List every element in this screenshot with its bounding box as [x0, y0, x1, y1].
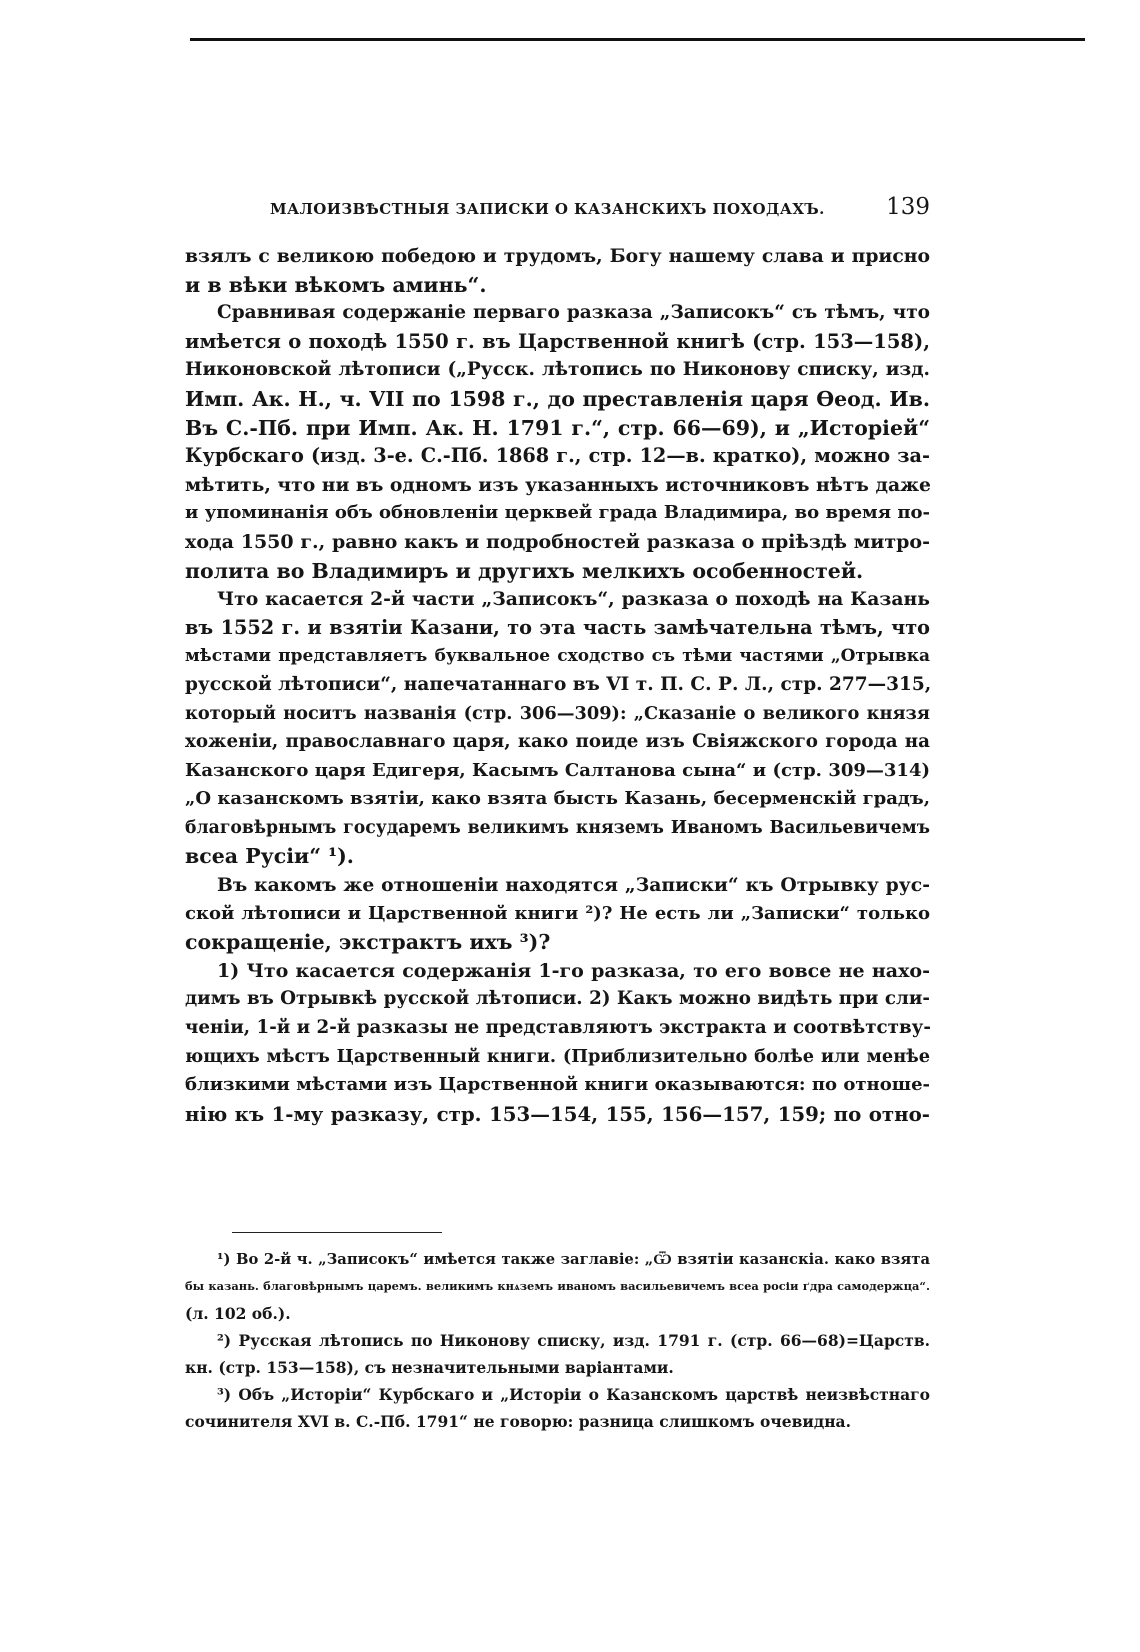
text-line: 1) Что касается содержанія 1-го разказа, то его вовсе не нахо-: [217, 959, 930, 982]
footnote-separator: [232, 1232, 442, 1233]
text-line: ющихъ мѣстъ Царственный книги. (Приблизительно болѣе или менѣе: [185, 1045, 930, 1067]
text-line: взялъ с великою победою и трудомъ, Богу нашему слава и присно: [185, 245, 930, 267]
text-line: Курбскаго (изд. 3-е. С.-Пб. 1868 г., стр. 12—в. кратко), можно за-: [185, 444, 930, 468]
footnote-line: бы казань. благовѣрнымъ царемъ. великимъ кнѧземъ иваномъ васильевичемъ всеа росіи ґдра самодержца“.: [185, 1279, 930, 1293]
main-text: [185, 242, 930, 1128]
text-line: Никоновской лѣтописи („Русск. лѣтопись по Никонову списку, изд.: [185, 359, 930, 381]
text-line: нію къ 1-му разказу, стр. 153—154, 155, 156—157, 159; по отно-: [185, 1101, 930, 1126]
page-header: [270, 196, 930, 226]
text-line: и упоминанія объ обновленіи церквей града Владимира, во время по-: [185, 502, 930, 524]
text-line: мѣтить, что ни въ одномъ изъ указанныхъ источниковъ нѣтъ даже: [185, 473, 931, 496]
footnote-line: кн. (стр. 153—158), съ незначительными варіантами.: [185, 1358, 674, 1377]
footnote-line: ²) Русская лѣтопись по Никонову списку, изд. 1791 г. (стр. 66—68)=Царств.: [217, 1331, 930, 1350]
footnote-line: (л. 102 об.).: [185, 1304, 291, 1323]
text-line: Въ С.-Пб. при Имп. Ак. Н. 1791 г.“, стр. 66—69), и „Исторіей“: [185, 415, 930, 440]
text-line: „О казанскомъ взятіи, како взята бысть Казань, бесерменскій градъ,: [185, 788, 930, 810]
text-line: и в вѣки вѣкомъ аминь“.: [185, 272, 487, 297]
page-number: 139: [886, 194, 930, 220]
text-line: который носитъ названія (стр. 306—309): „Сказаніе о великого князя: [185, 702, 930, 724]
text-line: ченіи, 1-й и 2-й разказы не представляютъ экстракта и соотвѣтству-: [185, 1017, 931, 1039]
top-rule: [190, 38, 1085, 41]
footnotes: [185, 1246, 930, 1435]
text-line: хода 1550 г., равно какъ и подробностей разказа о пріѣздѣ митро-: [185, 530, 930, 553]
text-line: всеа Русіи“ ¹).: [185, 844, 354, 869]
text-line: въ 1552 г. и взятіи Казани, то эта часть замѣчательна тѣмъ, что: [185, 615, 930, 639]
text-line: близкими мѣстами изъ Царственной книги оказываются: по отноше-: [185, 1074, 930, 1096]
text-line: Что касается 2-й части „Записокъ“, разказа о походѣ на Казань: [217, 588, 930, 611]
footnote-line: ³) Объ „Исторіи“ Курбскаго и „Исторіи о Казанскомъ царствѣ неизвѣстнаго: [217, 1385, 930, 1404]
text-line: мѣстами представляетъ буквальное сходство съ тѣми частями „Отрывка: [185, 646, 930, 667]
text-line: благовѣрнымъ государемъ великимъ княземъ Иваномъ Васильевичемъ: [185, 817, 930, 838]
text-line: Сравнивая содержаніе перваго разказа „Записокъ“ съ тѣмъ, что: [217, 302, 930, 324]
footnote-line: ¹) Во 2-й ч. „Записокъ“ имѣется также заглавіе: „Ѿ взятіи казанскіа. како взята: [217, 1251, 930, 1268]
text-line: русской лѣтописи“, напечатаннаго въ VI т. П. С. Р. Л., стр. 277—315,: [185, 673, 932, 695]
text-line: хоженіи, православнаго царя, како поиде изъ Свіяжского города на: [185, 731, 930, 753]
text-line: полита во Владимиръ и другихъ мелкихъ особенностей.: [185, 558, 864, 583]
text-line: Казанского царя Едигеря, Касымъ Салтанова сына“ и (стр. 309—314): [185, 759, 930, 781]
text-line: Въ какомъ же отношеніи находятся „Записки“ къ Отрывку рус-: [217, 874, 930, 897]
footnote-line: сочинителя XVI в. С.-Пб. 1791“ не говорю: разница слишкомъ очевидна.: [185, 1412, 851, 1431]
text-line: имѣется о походѣ 1550 г. въ Царственной книгѣ (стр. 153—158),: [185, 329, 930, 353]
running-title: МАЛОИЗВѢСТНЫЯ ЗАПИСКИ О КАЗАНСКИХЪ ПОХОДАХЪ.: [270, 200, 825, 218]
text-line: димъ въ Отрывкѣ русской лѣтописи. 2) Какъ можно видѣть при сли-: [185, 988, 930, 1010]
text-line: ской лѣтописи и Царственной книги ²)? Не есть ли „Записки“ только: [185, 902, 930, 924]
text-line: сокращеніе, экстрактъ ихъ ³)?: [185, 930, 551, 955]
text-line: Имп. Ак. Н., ч. VII по 1598 г., до преставленія царя Ѳеод. Ив.: [185, 386, 930, 411]
